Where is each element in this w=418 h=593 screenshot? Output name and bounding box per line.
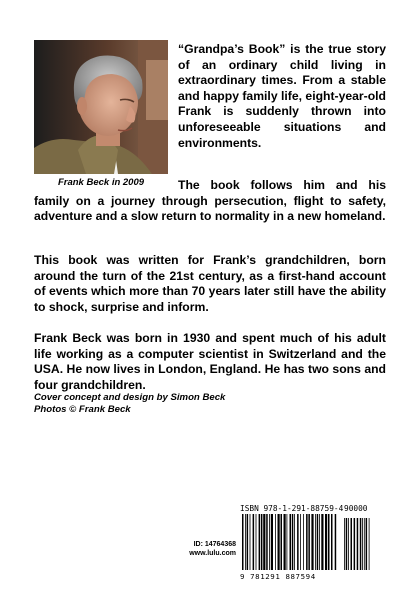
price-addon: 90000 — [344, 504, 368, 513]
author-photo — [34, 40, 168, 174]
isbn-barcode — [240, 504, 372, 581]
purpose-paragraph: This book was written for Frank’s grandchildren, born around the turn of the 21st century, as a first-hand account of events which more than 70 years later still have the ability to shock, surprise and inform. — [34, 253, 386, 314]
photo-caption: Frank Beck in 2009 — [57, 177, 145, 188]
author-bio-paragraph: Frank Beck was born in 1930 and spent much of his adult life working as a computer scientist in Switzerland and the USA. He now lives in London, England. He has two sons and four grandchildren. — [34, 331, 386, 392]
publisher-id-block — [172, 541, 236, 558]
author-portrait-image — [34, 40, 168, 174]
barcode-digits: 9 781291 887594 — [240, 572, 316, 581]
publisher-site: www.lulu.com — [189, 549, 236, 557]
credits — [34, 392, 225, 416]
design-credit: Cover concept and design by Simon Beck — [34, 392, 226, 403]
journey-paragraph: The book follows him and his family on a journey through persecution, flight to safety, adventure and a slow return to normality in a new homeland. — [34, 178, 386, 224]
intro-paragraph: “Grandpa’s Book” is the true story of an ordinary child living in extraordinary times. From a stable and happy family life, eight-year-old Frank is suddenly thrown into unforeseeable situations and environments. — [178, 42, 386, 150]
publisher-id: ID: 14764368 — [193, 541, 236, 548]
isbn-label: ISBN 978-1-291-88759-4 — [240, 504, 344, 513]
barcode-bars-icon — [240, 514, 372, 572]
barcode-header — [240, 504, 372, 513]
photo-credit: Photos © Frank Beck — [34, 404, 131, 415]
